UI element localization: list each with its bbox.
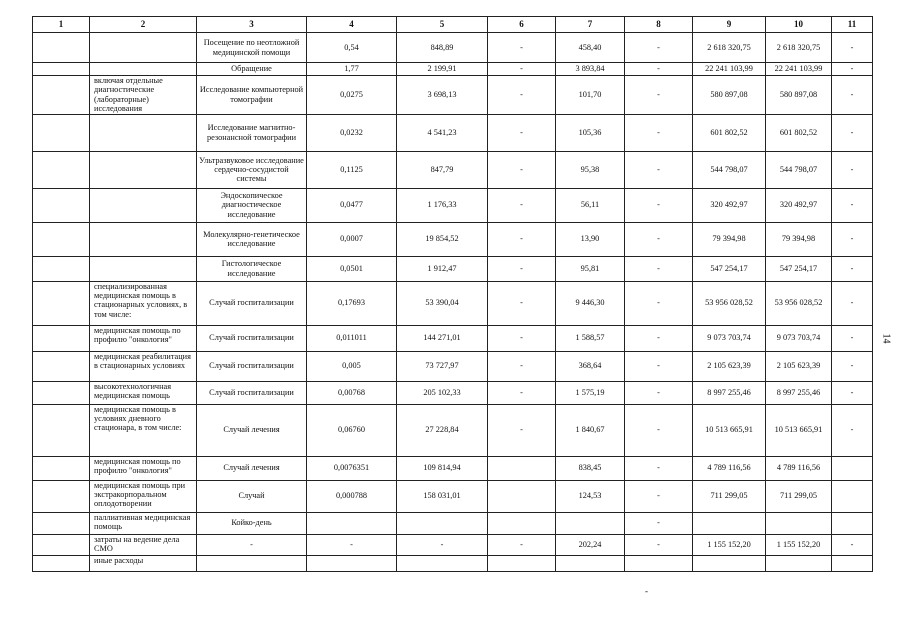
value-cell: - xyxy=(488,63,556,76)
unit-cell: Эндоскопическое диагностическое исследование xyxy=(197,188,307,222)
table-row xyxy=(33,404,873,456)
value-cell: 544 798,07 xyxy=(693,151,766,188)
value-cell: 8 997 255,46 xyxy=(693,381,766,404)
value-cell: 601 802,52 xyxy=(766,114,832,151)
value-cell xyxy=(832,480,873,512)
header-cell: 11 xyxy=(832,17,873,33)
value-cell xyxy=(33,534,90,555)
value-cell: 1 155 152,20 xyxy=(693,534,766,555)
value-cell: - xyxy=(625,281,693,325)
value-cell xyxy=(33,404,90,456)
row-label-cell xyxy=(90,33,197,63)
value-cell xyxy=(33,33,90,63)
value-cell: 22 241 103,99 xyxy=(766,63,832,76)
value-cell xyxy=(33,512,90,534)
value-cell: 4 541,23 xyxy=(397,114,488,151)
unit-cell: Случай лечения xyxy=(197,404,307,456)
value-cell xyxy=(488,480,556,512)
value-cell: 9 073 703,74 xyxy=(693,325,766,351)
value-cell: 10 513 665,91 xyxy=(766,404,832,456)
header-row xyxy=(33,17,873,33)
unit-cell: Обращение xyxy=(197,63,307,76)
unit-cell: Случай лечения xyxy=(197,456,307,480)
row-label-cell: медицинская помощь по профилю "онкология" xyxy=(90,325,197,351)
value-cell: - xyxy=(488,404,556,456)
value-cell: - xyxy=(488,33,556,63)
value-cell: 124,53 xyxy=(556,480,625,512)
value-cell: 0,0477 xyxy=(307,188,397,222)
value-cell xyxy=(488,512,556,534)
value-cell xyxy=(397,512,488,534)
value-cell: 79 394,98 xyxy=(693,222,766,256)
value-cell: 0,1125 xyxy=(307,151,397,188)
value-cell: 53 956 028,52 xyxy=(693,281,766,325)
value-cell: 4 789 116,56 xyxy=(693,456,766,480)
value-cell xyxy=(307,512,397,534)
row-label-cell xyxy=(90,222,197,256)
unit-cell: Случай госпитализации xyxy=(197,351,307,381)
value-cell: - xyxy=(625,63,693,76)
header-cell: 6 xyxy=(488,17,556,33)
value-cell xyxy=(488,555,556,571)
value-cell: 8 997 255,46 xyxy=(766,381,832,404)
value-cell: 838,45 xyxy=(556,456,625,480)
table-row xyxy=(33,114,873,151)
value-cell xyxy=(33,114,90,151)
row-label-cell: иные расходы xyxy=(90,555,197,571)
table-row xyxy=(33,151,873,188)
row-label-cell: специализированная медицинская помощь в стационарных условиях, в том числе: xyxy=(90,281,197,325)
header-cell: 8 xyxy=(625,17,693,33)
value-cell: 19 854,52 xyxy=(397,222,488,256)
value-cell xyxy=(33,76,90,115)
page-number: 14 xyxy=(880,333,892,344)
value-cell xyxy=(33,63,90,76)
row-label-cell: паллиативная медицинская помощь xyxy=(90,512,197,534)
value-cell: 101,70 xyxy=(556,76,625,115)
value-cell: 601 802,52 xyxy=(693,114,766,151)
value-cell xyxy=(33,281,90,325)
value-cell: 0,06760 xyxy=(307,404,397,456)
value-cell: - xyxy=(625,325,693,351)
value-cell: 56,11 xyxy=(556,188,625,222)
value-cell: 0,0076351 xyxy=(307,456,397,480)
footer-dash: - xyxy=(645,586,648,596)
value-cell xyxy=(33,151,90,188)
value-cell: - xyxy=(832,76,873,115)
value-cell: 2 105 623,39 xyxy=(693,351,766,381)
header-cell: 7 xyxy=(556,17,625,33)
value-cell: 10 513 665,91 xyxy=(693,404,766,456)
unit-cell: - xyxy=(197,534,307,555)
value-cell xyxy=(556,555,625,571)
table-row xyxy=(33,76,873,115)
value-cell xyxy=(33,222,90,256)
value-cell: 1 840,67 xyxy=(556,404,625,456)
value-cell xyxy=(33,456,90,480)
value-cell xyxy=(33,351,90,381)
header-cell: 1 xyxy=(33,17,90,33)
value-cell xyxy=(832,512,873,534)
value-cell: 95,38 xyxy=(556,151,625,188)
value-cell: 3 893,84 xyxy=(556,63,625,76)
value-cell: 3 698,13 xyxy=(397,76,488,115)
value-cell: - xyxy=(832,281,873,325)
value-cell: 0,54 xyxy=(307,33,397,63)
value-cell: - xyxy=(397,534,488,555)
row-label-cell xyxy=(90,188,197,222)
row-label-cell: затраты на ведение дела СМО xyxy=(90,534,197,555)
value-cell: - xyxy=(832,351,873,381)
value-cell: 711 299,05 xyxy=(766,480,832,512)
value-cell: 53 390,04 xyxy=(397,281,488,325)
value-cell: - xyxy=(488,325,556,351)
value-cell: 1 155 152,20 xyxy=(766,534,832,555)
table-row xyxy=(33,256,873,281)
value-cell: 458,40 xyxy=(556,33,625,63)
row-label-cell: высокотехнологичная медицинская помощь xyxy=(90,381,197,404)
value-cell: - xyxy=(488,222,556,256)
value-cell xyxy=(33,381,90,404)
value-cell xyxy=(33,555,90,571)
value-cell: 205 102,33 xyxy=(397,381,488,404)
value-cell: 22 241 103,99 xyxy=(693,63,766,76)
unit-cell: Случай госпитализации xyxy=(197,325,307,351)
row-label-cell xyxy=(90,256,197,281)
value-cell xyxy=(33,256,90,281)
value-cell: - xyxy=(625,256,693,281)
table-row xyxy=(33,534,873,555)
value-cell: 109 814,94 xyxy=(397,456,488,480)
value-cell: 1 176,33 xyxy=(397,188,488,222)
value-cell: - xyxy=(625,351,693,381)
value-cell: 547 254,17 xyxy=(693,256,766,281)
value-cell xyxy=(693,512,766,534)
value-cell xyxy=(33,480,90,512)
table-row xyxy=(33,188,873,222)
value-cell xyxy=(625,555,693,571)
value-cell: - xyxy=(832,63,873,76)
table-row xyxy=(33,381,873,404)
unit-cell: Исследование магнитно-резонансной томографии xyxy=(197,114,307,151)
value-cell: - xyxy=(488,151,556,188)
table-row xyxy=(33,512,873,534)
value-cell: - xyxy=(488,281,556,325)
value-cell: 1 912,47 xyxy=(397,256,488,281)
unit-cell: Исследование компьютерной томографии xyxy=(197,76,307,115)
value-cell xyxy=(397,555,488,571)
unit-cell: Посещение по неотложной медицинской помощи xyxy=(197,33,307,63)
value-cell xyxy=(766,512,832,534)
value-cell: 0,0275 xyxy=(307,76,397,115)
value-cell: 0,0501 xyxy=(307,256,397,281)
header-cell: 10 xyxy=(766,17,832,33)
value-cell xyxy=(488,456,556,480)
value-cell: 0,005 xyxy=(307,351,397,381)
value-cell: - xyxy=(832,404,873,456)
value-cell: - xyxy=(488,76,556,115)
value-cell: 27 228,84 xyxy=(397,404,488,456)
value-cell: 2 618 320,75 xyxy=(766,33,832,63)
value-cell: 79 394,98 xyxy=(766,222,832,256)
value-cell: - xyxy=(488,381,556,404)
value-cell: 9 446,30 xyxy=(556,281,625,325)
value-cell: 9 073 703,74 xyxy=(766,325,832,351)
value-cell: 0,000788 xyxy=(307,480,397,512)
unit-cell: Случай xyxy=(197,480,307,512)
value-cell: - xyxy=(307,534,397,555)
row-label-cell xyxy=(90,151,197,188)
value-cell: 0,17693 xyxy=(307,281,397,325)
value-cell xyxy=(693,555,766,571)
value-cell: 580 897,08 xyxy=(693,76,766,115)
value-cell: 547 254,17 xyxy=(766,256,832,281)
value-cell: - xyxy=(832,114,873,151)
value-cell: - xyxy=(625,188,693,222)
value-cell: 73 727,97 xyxy=(397,351,488,381)
value-cell: - xyxy=(625,114,693,151)
value-cell: 2 618 320,75 xyxy=(693,33,766,63)
value-cell: 847,79 xyxy=(397,151,488,188)
value-cell: - xyxy=(488,188,556,222)
value-cell: 4 789 116,56 xyxy=(766,456,832,480)
row-label-cell: включая отдельные диагностические (лабораторные) исследования xyxy=(90,76,197,115)
value-cell: - xyxy=(625,33,693,63)
unit-cell: Случай госпитализации xyxy=(197,281,307,325)
value-cell: 2 199,91 xyxy=(397,63,488,76)
table-row xyxy=(33,351,873,381)
header-cell: 3 xyxy=(197,17,307,33)
value-cell: 2 105 623,39 xyxy=(766,351,832,381)
value-cell xyxy=(307,555,397,571)
unit-cell: Ультразвуковое исследование сердечно-сосудистой системы xyxy=(197,151,307,188)
unit-cell xyxy=(197,555,307,571)
unit-cell: Койко-день xyxy=(197,512,307,534)
value-cell: - xyxy=(832,188,873,222)
header-cell: 2 xyxy=(90,17,197,33)
row-label-cell xyxy=(90,63,197,76)
value-cell: - xyxy=(832,256,873,281)
value-cell: 0,011011 xyxy=(307,325,397,351)
value-cell: 320 492,97 xyxy=(766,188,832,222)
value-cell: - xyxy=(625,404,693,456)
value-cell: - xyxy=(625,534,693,555)
value-cell: 105,36 xyxy=(556,114,625,151)
value-cell: - xyxy=(625,512,693,534)
value-cell: - xyxy=(625,381,693,404)
value-cell: 13,90 xyxy=(556,222,625,256)
header-cell: 4 xyxy=(307,17,397,33)
value-cell: - xyxy=(488,114,556,151)
row-label-cell: медицинская реабилитация в стационарных условиях xyxy=(90,351,197,381)
table-row xyxy=(33,33,873,63)
value-cell: - xyxy=(832,534,873,555)
table-row xyxy=(33,222,873,256)
value-cell: - xyxy=(488,256,556,281)
value-cell: 0,0232 xyxy=(307,114,397,151)
value-cell: 711 299,05 xyxy=(693,480,766,512)
row-label-cell: медицинская помощь в условиях дневного стационара, в том числе: xyxy=(90,404,197,456)
value-cell xyxy=(766,555,832,571)
value-cell: 144 271,01 xyxy=(397,325,488,351)
table-row xyxy=(33,325,873,351)
value-cell: 368,64 xyxy=(556,351,625,381)
unit-cell: Случай госпитализации xyxy=(197,381,307,404)
value-cell: - xyxy=(832,33,873,63)
value-cell: - xyxy=(832,151,873,188)
value-cell: - xyxy=(488,351,556,381)
unit-cell: Молекулярно-генетическое исследование xyxy=(197,222,307,256)
row-label-cell: медицинская помощь при экстракорпоральном оплодотворении xyxy=(90,480,197,512)
value-cell: - xyxy=(832,381,873,404)
value-cell: 158 031,01 xyxy=(397,480,488,512)
table-row xyxy=(33,555,873,571)
row-label-cell: медицинская помощь по профилю "онкология" xyxy=(90,456,197,480)
value-cell: 320 492,97 xyxy=(693,188,766,222)
value-cell: - xyxy=(832,325,873,351)
value-cell xyxy=(33,325,90,351)
value-cell: 544 798,07 xyxy=(766,151,832,188)
value-cell: 0,00768 xyxy=(307,381,397,404)
unit-cell: Гистологическое исследование xyxy=(197,256,307,281)
table-row xyxy=(33,480,873,512)
value-cell: - xyxy=(625,76,693,115)
value-cell: 53 956 028,52 xyxy=(766,281,832,325)
value-cell xyxy=(33,188,90,222)
value-cell: - xyxy=(832,222,873,256)
value-cell xyxy=(832,555,873,571)
value-cell: - xyxy=(625,480,693,512)
value-cell: 202,24 xyxy=(556,534,625,555)
table-row xyxy=(33,456,873,480)
value-cell: 1,77 xyxy=(307,63,397,76)
table-row xyxy=(33,281,873,325)
value-cell: 848,89 xyxy=(397,33,488,63)
value-cell xyxy=(556,512,625,534)
value-cell: 0,0007 xyxy=(307,222,397,256)
value-cell: 1 575,19 xyxy=(556,381,625,404)
value-cell: 95,81 xyxy=(556,256,625,281)
header-cell: 5 xyxy=(397,17,488,33)
value-cell: - xyxy=(488,534,556,555)
value-cell: - xyxy=(625,456,693,480)
value-cell: 580 897,08 xyxy=(766,76,832,115)
value-cell xyxy=(832,456,873,480)
header-cell: 9 xyxy=(693,17,766,33)
row-label-cell xyxy=(90,114,197,151)
value-cell: - xyxy=(625,222,693,256)
table-row xyxy=(33,63,873,76)
value-cell: - xyxy=(625,151,693,188)
budget-table xyxy=(32,16,873,572)
value-cell: 1 588,57 xyxy=(556,325,625,351)
